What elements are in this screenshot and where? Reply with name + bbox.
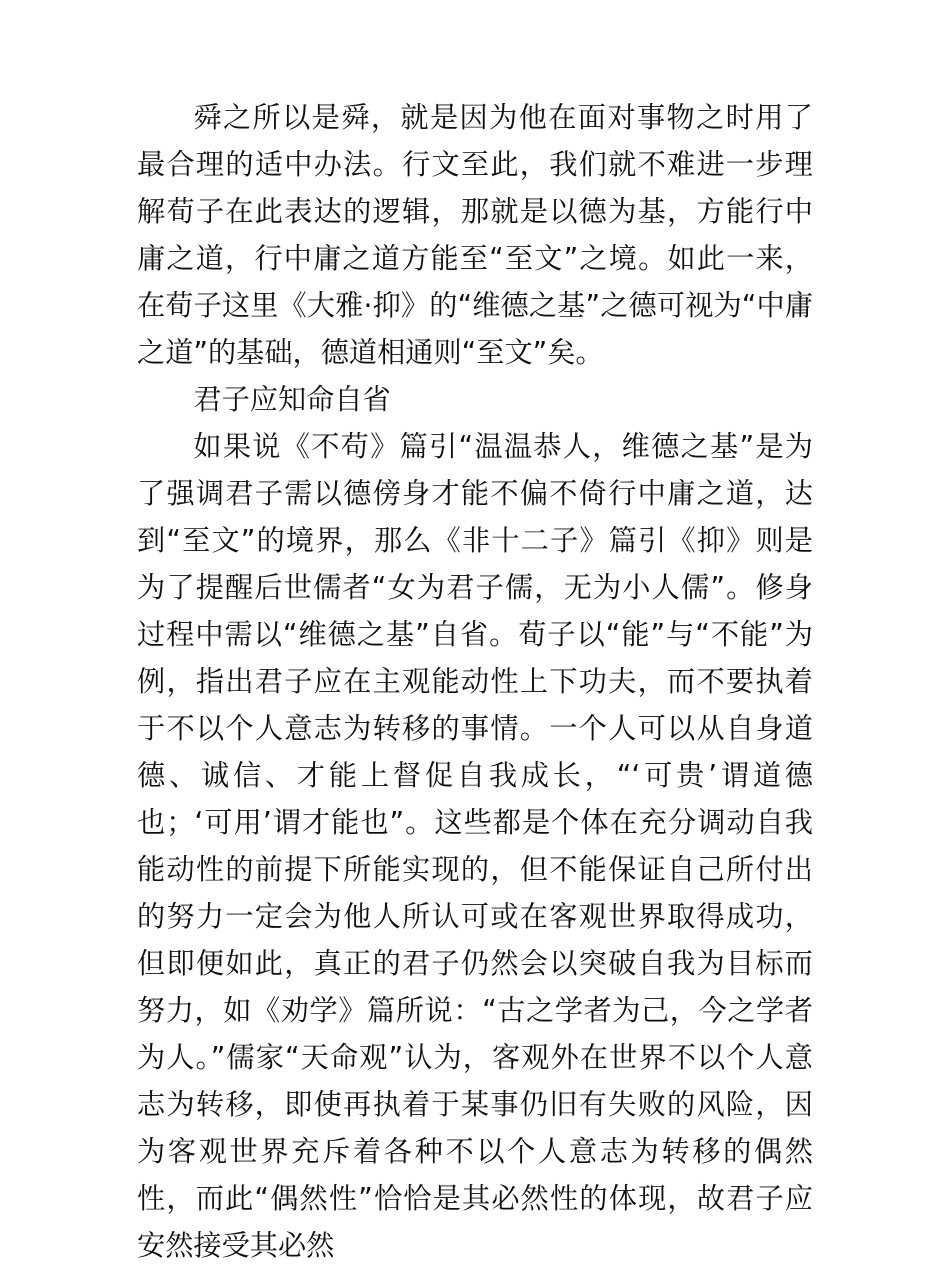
paragraph-bugou: 如果说《不苟》篇引“温温恭人，维德之基”是为了强调君子需以德傍身才能不偏不倚行中庸之道，达到“至文”的境界，那么《非十二子》篇引《抑》则是为了提醒后世儒者“女为君子儒，无为小人儒”。修身过程中需以“维德之基”自省。荀子以“能”与“不能”为例，指出君子应在主观能动性上下功夫，而不要执着于不以个人意志为转移的事情。一个人可以从自身道德、诚信、才能上督促自我成长，“‘可贵’谓道德也；‘可用’谓才能也”。这些都是个体在充分调动自我能动性的前提下所能实现的，但不能保证自己所付出的努力一定会为他人所认可或在客观世界取得成功，但即便如此，真正的君子仍然会以突破自我为目标而努力，如《劝学》篇所说：“古之学者为己，今之学者为人。”儒家“天命观”认为，客观外在世界不以个人意志为转移，即使再执着于某事仍旧有失败的风险，因为客观世界充斥着各种不以个人意志为转移的偶然性，而此“偶然性”恰恰是其必然性的体现，故君子应安然接受其必然 xyxy=(137,430,813,1262)
paragraph-shun: 舜之所以是舜，就是因为他在面对事物之时用了最合理的适中办法。行文至此，我们就不难进一步理解荀子在此表达的逻辑，那就是以德为基，方能行中庸之道，行中庸之道方能至“至文”之境。如此一来，在荀子这里《大雅·抑》的“维德之基”之德可视为“中庸之道”的基础，德道相通则“至文”矣。 xyxy=(137,101,813,369)
document-text-column xyxy=(137,94,813,1269)
section-heading-junzi: 君子应知命自省 xyxy=(193,383,391,416)
